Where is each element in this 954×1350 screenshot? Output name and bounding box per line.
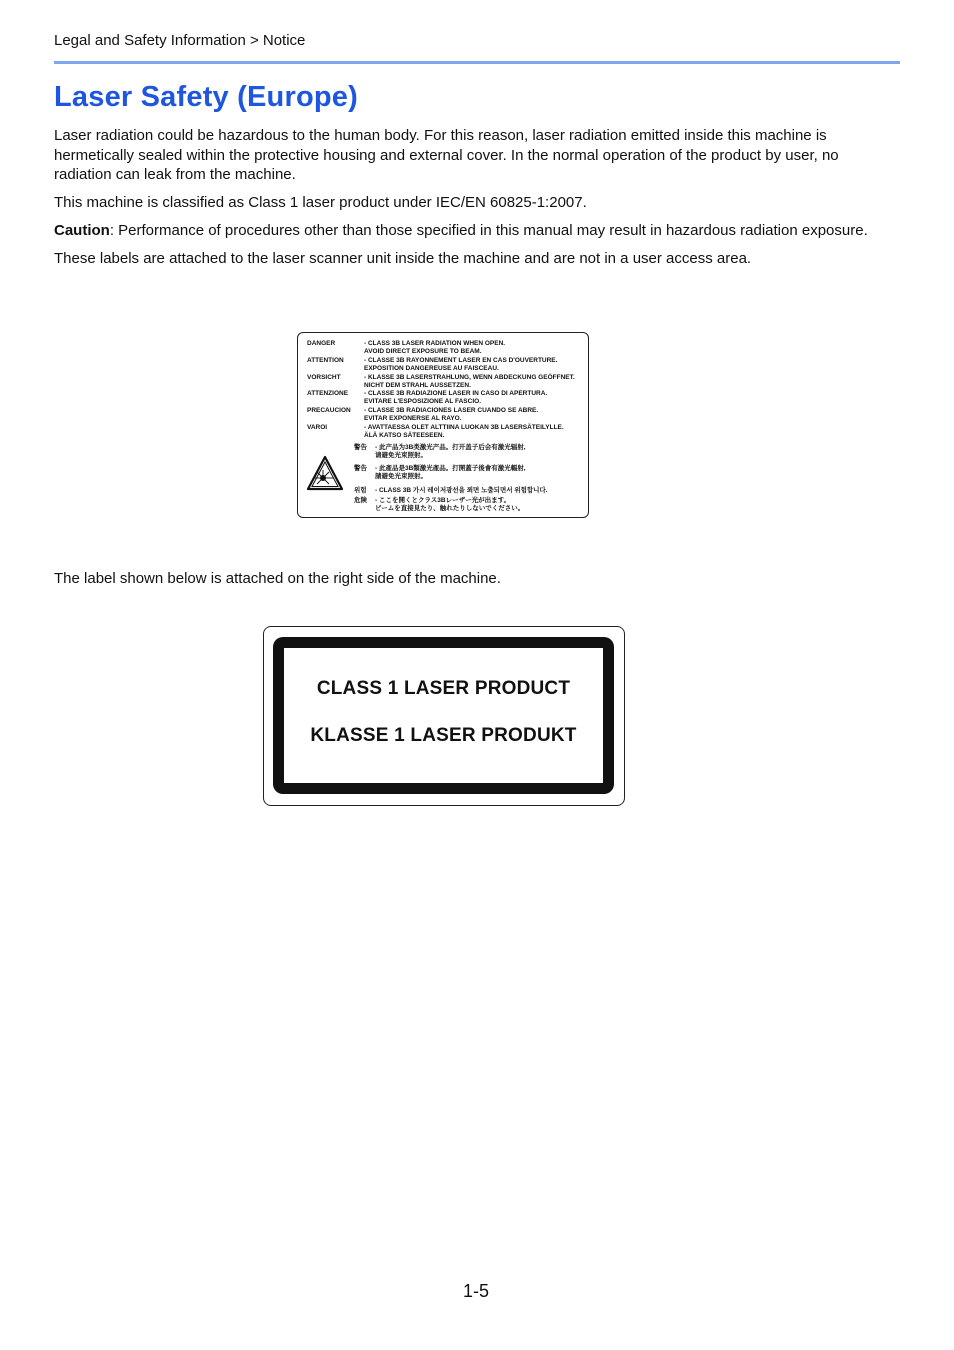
danger-row xyxy=(307,390,547,406)
danger-row-line: - CLASS 3B 가시 레이저광선을 쬐면 노출되면서 위험합니다. xyxy=(375,487,548,494)
header-rule xyxy=(54,61,900,64)
danger-row-key: ATTENTION xyxy=(307,357,344,364)
body-text xyxy=(54,126,900,277)
danger-row xyxy=(307,374,575,390)
danger-row-text xyxy=(364,424,564,440)
danger-row-line: - 此产品为3B类激光产品。打开盖子后会有激光辐射, xyxy=(375,444,526,451)
page-title: Laser Safety (Europe) xyxy=(54,81,358,113)
danger-row-text xyxy=(364,407,538,423)
danger-row-line: - KLASSE 3B LASERSTRAHLUNG, WENN ABDECKUNG GEÖFFNET. xyxy=(364,374,575,381)
danger-row-key: VORSICHT xyxy=(307,374,341,381)
class1-label-frame xyxy=(273,637,614,794)
page-number: 1-5 xyxy=(463,1281,490,1301)
danger-row-line: ÄLÄ KATSO SÄTEESEEN. xyxy=(364,432,445,440)
danger-row xyxy=(307,424,564,440)
caption: The label shown below is attached on the right side of the machine. xyxy=(54,570,501,587)
danger-row-text xyxy=(364,340,505,356)
paragraph-classification: This machine is classified as Class 1 laser product under IEC/EN 60825-1:2007. xyxy=(54,194,587,211)
breadcrumb: Legal and Safety Information > Notice xyxy=(54,32,306,49)
caution-text: : Performance of procedures other than those specified in this manual may result in hazardous radiation exposure. xyxy=(109,222,868,239)
laser-warning-triangle-icon xyxy=(306,455,344,491)
danger-row-line: EVITAR EXPONERSE AL RAYO. xyxy=(364,415,462,423)
class1-line-de: KLASSE 1 LASER PRODUKT xyxy=(310,725,577,746)
danger-row-cjk xyxy=(354,497,524,513)
danger-row-cjk xyxy=(354,465,526,481)
danger-row-line: 请避免光束照射。 xyxy=(375,452,427,460)
danger-row-text xyxy=(375,465,526,481)
danger-row-line: EXPOSITION DANGEREUSE AU FAISCEAU. xyxy=(364,365,499,373)
danger-row-line: 請避免光束照射。 xyxy=(375,473,427,481)
danger-row-line: ビームを直接見たり、触れたりしないでください。 xyxy=(375,505,525,513)
danger-row-text xyxy=(375,497,524,513)
danger-label xyxy=(297,332,589,518)
danger-row-line: - CLASSE 3B RADIACIONES LASER CUANDO SE ABRE. xyxy=(364,407,539,414)
danger-row-text xyxy=(364,390,547,406)
danger-row xyxy=(307,407,538,423)
danger-row-line: - ここを開くとクラス3Bレーザー光が出ます。 xyxy=(375,497,511,504)
danger-row-key: 警告 xyxy=(354,465,367,472)
danger-row-line: - CLASSE 3B RAYONNEMENT LASER EN CAS D'OUVERTURE. xyxy=(364,357,558,364)
danger-row-key: DANGER xyxy=(307,340,336,347)
danger-row xyxy=(307,340,505,356)
class1-label xyxy=(263,626,625,806)
danger-row-key: ATTENZIONE xyxy=(307,390,349,397)
danger-row-line: - AVATTAESSA OLET ALTTIINA LUOKAN 3B LASERSÄTEILYLLE. xyxy=(364,424,564,431)
danger-row-text xyxy=(375,487,548,495)
danger-row-key: 위험 xyxy=(354,487,367,494)
danger-row-text xyxy=(375,444,526,460)
paragraph-labels: These labels are attached to the laser scanner unit inside the machine and are not in a user access area. xyxy=(54,250,752,267)
danger-row-line: - CLASS 3B LASER RADIATION WHEN OPEN. xyxy=(364,340,506,347)
danger-row-line: AVOID DIRECT EXPOSURE TO BEAM. xyxy=(364,348,482,356)
danger-row-line: - CLASSE 3B RADIAZIONE LASER IN CASO DI APERTURA. xyxy=(364,390,548,397)
caution-label: Caution xyxy=(54,222,110,239)
danger-row-key: 警告 xyxy=(354,444,367,451)
danger-row-text xyxy=(364,374,575,390)
danger-row-line: EVITARE L'ESPOSIZIONE AL FASCIO. xyxy=(364,398,481,406)
danger-row-key: PRECAUCION xyxy=(307,407,351,414)
danger-row-key: VAROI xyxy=(307,424,328,431)
class1-line-en: CLASS 1 LASER PRODUCT xyxy=(316,678,571,699)
paragraph-caution xyxy=(54,221,900,241)
danger-row xyxy=(307,357,557,373)
danger-row-line: - 此產品是3B類激光產品。打開蓋子後會有激光輻射, xyxy=(375,465,526,472)
danger-row-key: 危険 xyxy=(354,497,367,504)
danger-row-cjk xyxy=(354,487,548,495)
danger-row-line: NICHT DEM STRAHL AUSSETZEN. xyxy=(364,382,471,390)
danger-row-cjk xyxy=(354,444,526,460)
paragraph-hazard: Laser radiation could be hazardous to the human body. For this reason, laser radiation emitted inside this machine is hermetically sealed within the protective housing and external cover. In the normal operation of the product by user, no radiation can leak from the machine. xyxy=(54,127,839,183)
danger-row-text xyxy=(364,357,557,373)
